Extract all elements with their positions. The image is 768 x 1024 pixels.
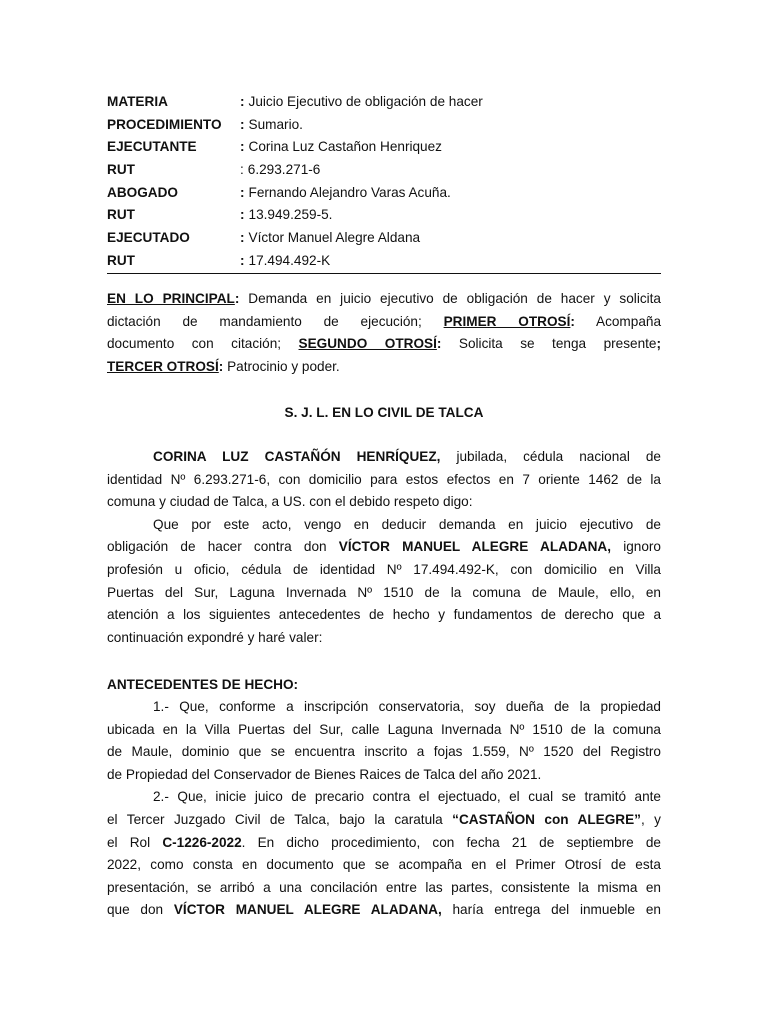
header-value: Víctor Manuel Alegre Aldana	[248, 229, 421, 245]
intro-line: profesión u oficio, cédula de identidad Nº 17.494.492-K, con domicilio en Villa	[107, 561, 661, 577]
header-row	[107, 249, 661, 272]
fact-line: de Maule, dominio que se encuentra inscrito a fojas 1.559, Nº 1520 del Registro	[107, 744, 661, 760]
section-title: ANTECEDENTES DE HECHO:	[107, 677, 299, 692]
header-row	[107, 90, 661, 113]
summary-paragraph	[107, 288, 661, 378]
header-label: EJECUTANTE	[107, 139, 197, 155]
header-label: PROCEDIMIENTO	[107, 116, 222, 132]
defendant-name: VÍCTOR MANUEL ALEGRE ALADANA,	[173, 902, 442, 918]
header-row	[107, 113, 661, 136]
header-row	[107, 135, 661, 158]
tercer-otrosi-text: Patrocinio y poder.	[223, 358, 340, 374]
intro-line	[107, 536, 661, 559]
intro-line: atención a los siguientes antecedentes de hecho y fundamentos de derecho que a	[107, 607, 661, 623]
fact-line	[107, 899, 661, 922]
fact-line: presentación, se arribó a una concilación entre las partes, consistente la misma en	[107, 879, 661, 895]
header-row	[107, 158, 661, 181]
header-colon: :	[240, 207, 245, 223]
header-label: RUT	[107, 207, 135, 223]
intro-line: comuna y ciudad de Talca, a US. con el debido respeto digo:	[107, 494, 473, 510]
intro-line: Puertas del Sur, Laguna Invernada Nº 1510 de la comuna de Maule, ello, en	[107, 584, 661, 600]
case-rol: C-1226-2022	[162, 834, 242, 850]
summary-line	[107, 356, 661, 379]
header-colon: :	[240, 184, 245, 200]
fact-line: de Propiedad del Conservador de Bienes Raices de Talca del año 2021.	[107, 766, 542, 782]
header-label: RUT	[107, 252, 135, 268]
intro-line: Que por este acto, vengo en deducir demanda en juicio ejecutivo de	[153, 516, 661, 532]
fact-text: el Tercer Juzgado Civil de Talca, bajo la caratula	[107, 811, 453, 827]
principal-colon: :	[234, 291, 240, 306]
summary-line	[107, 311, 661, 334]
principal-text: Demanda en juicio ejecutivo de obligación de hacer y solicita	[239, 291, 661, 306]
header-colon: :	[240, 161, 244, 177]
fact-text: que don	[107, 902, 174, 918]
case-header	[107, 90, 661, 274]
header-colon: :	[240, 116, 245, 132]
header-value: Fernando Alejandro Varas Acuña.	[248, 184, 451, 200]
fact-line	[107, 809, 661, 832]
header-colon: :	[240, 229, 245, 245]
primer-otrosi-colon: :	[570, 313, 575, 329]
tercer-otrosi-colon: :	[218, 358, 224, 374]
primer-otrosi-text-cont: documento con citación;	[107, 336, 299, 352]
fact-line: 1.- Que, conforme a inscripción conservatoria, soy dueña de la propiedad	[153, 699, 661, 714]
intro-text: ignoro	[611, 539, 661, 555]
header-row	[107, 226, 661, 249]
header-label: RUT	[107, 161, 135, 177]
fact-line: 2.- Que, inicie juico de precario contra el ejectuado, el cual se tramitó ante	[153, 789, 661, 805]
facts-paragraph	[107, 696, 661, 922]
primer-otrosi-label: PRIMER OTROSÍ	[443, 313, 571, 329]
fact-line: 2022, como consta en documento que se acompaña en el Primer Otrosí de esta	[107, 857, 661, 873]
intro-text: obligación de hacer contra don	[107, 539, 339, 555]
defendant-name: VÍCTOR MANUEL ALEGRE ALADANA,	[338, 539, 611, 555]
header-label: EJECUTADO	[107, 229, 190, 245]
fact-text: , y	[640, 811, 661, 827]
fact-line	[107, 832, 661, 855]
segundo-otrosi-colon: :	[436, 336, 442, 352]
court-heading: S. J. L. EN LO CIVIL DE TALCA	[284, 405, 484, 420]
fact-line: ubicada en la Villa Puertas del Sur, calle Laguna Invernada Nº 1510 de la comuna	[107, 721, 661, 737]
header-colon: :	[240, 139, 245, 155]
primer-otrosi-text: Acompaña	[574, 313, 661, 329]
summary-line	[107, 333, 661, 356]
header-colon: :	[240, 93, 245, 109]
fact-text: . En dicho procedimiento, con fecha 21 de septiembre de	[241, 834, 661, 850]
case-caption: “CASTAÑON con ALEGRE”	[452, 811, 641, 827]
header-value: 13.949.259-5.	[248, 207, 333, 223]
intro-line: continuación expondré y haré valer:	[107, 629, 323, 645]
fact-text: el Rol	[107, 834, 163, 850]
header-value: Sumario.	[248, 116, 303, 132]
header-value: 6.293.271-6	[247, 161, 321, 177]
principal-label: EN LO PRINCIPAL	[107, 291, 235, 306]
header-value: Juicio Ejecutivo de obligación de hacer	[248, 93, 483, 109]
principal-text-cont: dictación de mandamiento de ejecución;	[107, 313, 444, 329]
plaintiff-name: CORINA LUZ CASTAÑÓN HENRÍQUEZ,	[153, 449, 441, 464]
summary-line	[107, 288, 661, 311]
header-colon: :	[240, 252, 245, 268]
header-label: MATERIA	[107, 93, 168, 109]
header-value: Corina Luz Castañon Henriquez	[248, 139, 442, 155]
segundo-otrosi-text: Solicita se tenga presente	[441, 336, 657, 352]
segundo-otrosi-label: SEGUNDO OTROSÍ	[298, 336, 437, 352]
intro-paragraph	[107, 446, 661, 649]
header-row	[107, 181, 661, 204]
intro-text: jubilada, cédula nacional de	[440, 449, 661, 464]
header-value: 17.494.492-K	[248, 252, 331, 268]
header-divider	[107, 273, 661, 274]
header-row	[107, 203, 661, 226]
tercer-otrosi-label: TERCER OTROSÍ	[107, 358, 219, 374]
intro-line: identidad Nº 6.293.271-6, con domicilio para estos efectos en 7 oriente 1462 de la	[107, 471, 661, 487]
header-label: ABOGADO	[107, 184, 178, 200]
fact-text: haría entrega del inmueble en	[441, 902, 661, 918]
segundo-otrosi-end: ;	[656, 336, 662, 352]
intro-line	[107, 446, 661, 469]
